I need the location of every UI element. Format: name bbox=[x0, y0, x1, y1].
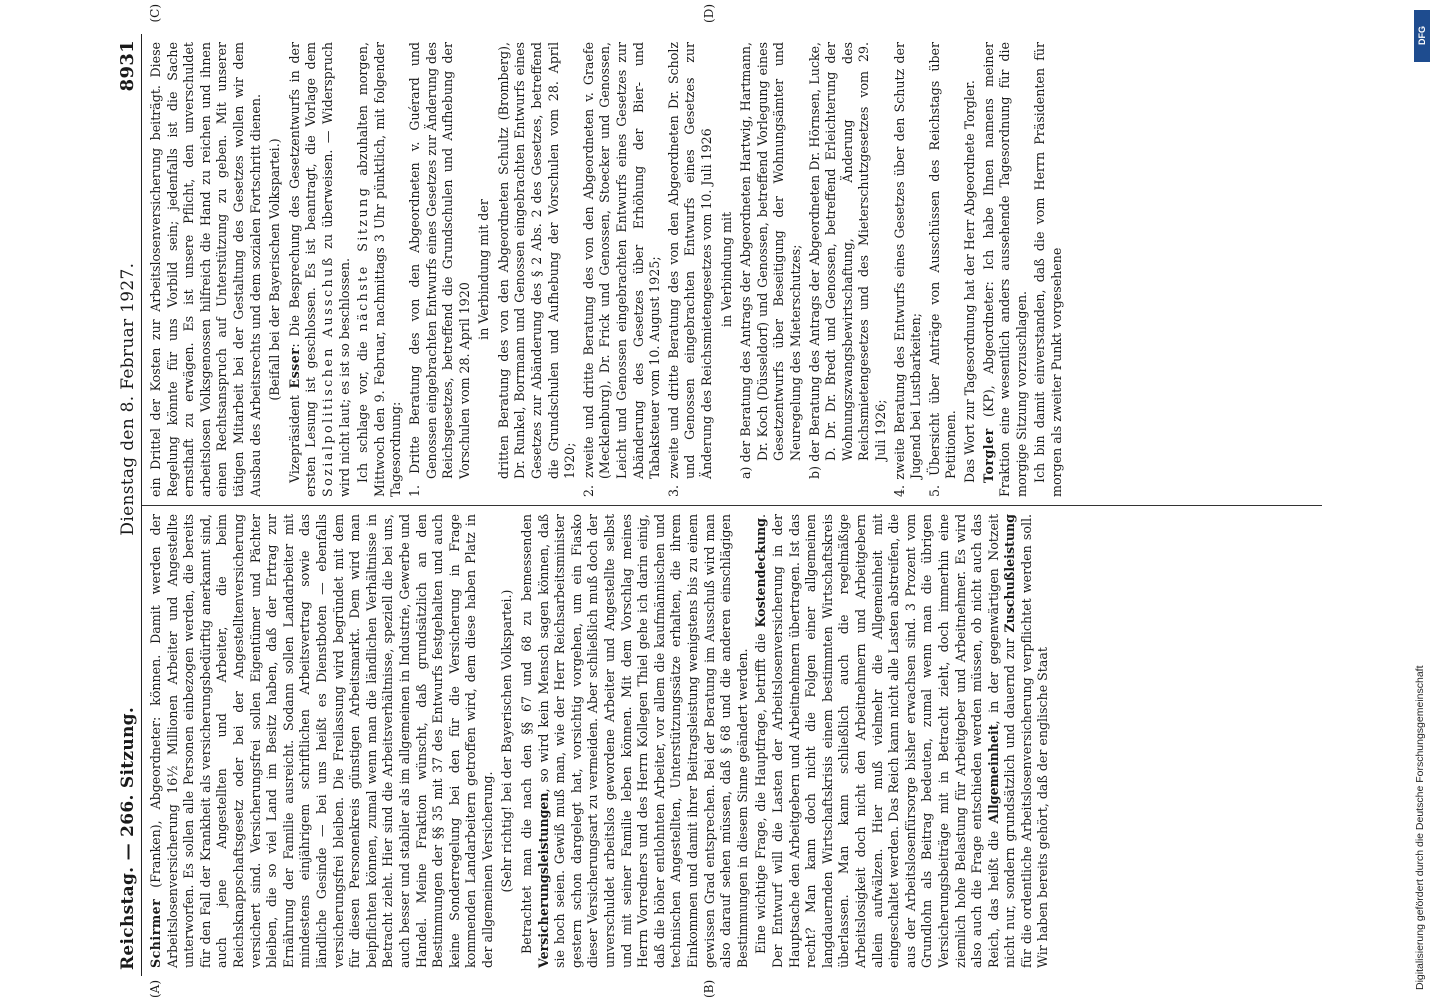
paragraph-text: Betrachtet man die nach den §§ 67 und 68 zu bemessenden bbox=[519, 513, 535, 954]
document-page bbox=[100, 0, 1340, 1000]
paragraph-text: , so wird kein Mensch sagen können, daß sie hoch seien. Gewiß muß man, wie der Herr Reichsarbeitsminister gestern schon dargelegt hat, vorsichtig vorgehen, um ein Fiasko dieser Versicherungsart zu vermeiden. Aber schließlich muß doch der unverschuldet arbeitslos gewordene Arbeiter und Angestellte selbst und mit seiner Familie leben können. Mit dem Vorschlag meines Herrn Vorredners und des Herrn Kollegen Thiel gehe ich darin einig, daß die höher entlohnten Arbeiter, vor allem die kaufmännischen und technischen Angestellten, Unterstützungssätze erhalten, die ihrem Einkommen und damit ihrer Beitragsleistung wenigstens bis zu einem gewissen Grad entsprechen. Bei der Beratung im Ausschuß wird man also darauf sehen müssen, daß § 68 und die anderen einschlägigen Bestimmungen in diesem Sinne geändert werden. bbox=[535, 513, 750, 968]
page-header bbox=[110, 34, 142, 976]
paragraph-text: , in der gegenwärtigen Notzeit nicht nur, sondern grundsätzlich und dauernd zur bbox=[985, 513, 1018, 968]
margin-marker-b: (B) bbox=[702, 979, 716, 998]
emphasis: Versicherungsleistungen bbox=[535, 792, 551, 968]
paragraph-text: können. Damit werden der Arbeitslosenversicherung 16½ Millionen Arbeiter und Angestellte unterworfen. Es sollen alle Personen einbezogen werden, die bereits für den Fall der Krankheit als versicherungsbedürftig anerkannt sind, auch jene Angestellten und Arbeiter, die beim Reichsknappschaftsgesetz oder bei der Angestelltenversicherung versichert sind. Versicherungsfrei sollen Eigentümer und Pächter bleiben, die so viel Land im Besitz haben, daß der Ertrag zur Ernährung der Familie ausreicht. Sodann sollen Landarbeiter mit mindestens einjährigem schriftlichen Arbeitsvertrag sowie das ländliche Gesinde — bei uns heißt es Dienstboten — ebenfalls versicherungsfrei bleiben. Die Freilassung wird begründet mit dem für diesen Personenkreis günstigen Arbeitsmarkt. Dem wird man beipflichten können, zumal wenn man die ländlichen Verhältnisse in Betracht zieht. Hier sind die Arbeitsverhältnisse, speziell die bei uns, auch besser und stabiler als im allgemeinen in Industrie, Gewerbe und Handel. Meine Fraktion wünscht, daß grundsätzlich an den Bestimmungen der §§ 35 mit 37 des Entwurfs festgehalten und auch keine Sonderregelung bei den für die Versicherung in Frage kommenden Landarbeitern getroffen wird, dem diese haben Platz in der allgemeinen Versicherung. bbox=[148, 513, 495, 968]
speaker-note: (Franken), Abgeordneter: bbox=[148, 716, 163, 888]
paragraph bbox=[753, 514, 1052, 968]
funding-credit bbox=[1414, 10, 1430, 990]
emphasis: Kostendeckung bbox=[753, 518, 769, 628]
agenda-conjunction: in Verbindung mit bbox=[718, 211, 734, 328]
emphasis: Allgemeinheit bbox=[985, 724, 1001, 824]
credit-text: Digitalisierung gefördert durch die Deutsche Forschungsgemeinschaft bbox=[1414, 665, 1426, 990]
paragraph-text: Eine wichtige Frage, die Hauptfrage, betrifft die bbox=[753, 633, 769, 954]
agenda-item: 2. zweite und dritte Beratung des von den Abgeordneten v. Graefe (Mecklenburg), Dr. Frick und Genossen, Stoecker und Genossen, Leicht und Genossen eingebrachten Entwurfs eines Gesetzes zur Abänderung des Gesetzes über Erhöhung der Bier- und Tabaksteuer vom 10. August 1925; bbox=[580, 42, 663, 497]
header-session: Reichstag. — 266. Sitzung. bbox=[118, 706, 138, 970]
paragraph bbox=[287, 42, 353, 497]
speaker-name: Schirmer bbox=[148, 898, 163, 968]
text-columns bbox=[142, 4, 1322, 998]
paragraph-text: für die ordentliche Arbeitslosenversicherung verpflichtet werden soll. Wir haben bereits gehört, daß der englische Staat bbox=[1018, 513, 1051, 968]
agenda-item-continuation: dritten Beratung des von den Abgeordneten Schultz (Bromberg), Dr. Runkel, Borrmann und Genossen eingebrachten Entwurfs eines Gesetzes zur Abänderung des § 2 Abs. 2 des Gesetzes, betreffend die Grundschulen und Aufhebung der Vorschulen vom 28. April 1920; bbox=[495, 42, 578, 479]
speaker-name: Torgler bbox=[980, 428, 996, 483]
paragraph-text: Das Wort zur Tagesordnung hat der Herr Abgeordnete Torgler. bbox=[961, 80, 977, 483]
paragraph bbox=[519, 514, 751, 968]
header-date: Dienstag den 8. Februar 1927. bbox=[118, 262, 138, 536]
emphasis: Zuschußleistung bbox=[1002, 514, 1018, 633]
speaker-role: Vizepräsident bbox=[286, 395, 302, 483]
margin-marker-a: (A) bbox=[148, 979, 162, 998]
spaced-emphasis: Sozialpolitischen Ausschuß bbox=[319, 255, 335, 497]
paragraph-text: : Die Besprechung des Gesetzentwurfs in der ersten Lesung ist geschlossen. Es ist beantragt, die Vorlage dem bbox=[286, 42, 319, 497]
agenda-item: 3. zweite und dritte Beratung des von den Abgeordneten Dr. Scholz und Genossen eingebrachten Entwurfs eines Gesetzes zur Änderung des Reichsmietengesetzes vom 10. Juli 1926 bbox=[665, 42, 714, 497]
paragraph-text: zu überweisen. — Widerspruch wird nicht laut; es ist so beschlossen. bbox=[319, 42, 352, 497]
paragraph-text: (KP), Abgeordneter: Ich habe Ihnen namens meiner Fraktion eine wesentlich anders aussehende Tagesordnung für die morgige Sitzung vorzuschlagen. bbox=[980, 42, 1029, 497]
agenda-item: 5. Übersicht über Anträge von Ausschüssen des Reichstags über Petitionen. bbox=[926, 42, 959, 497]
agenda-item: 4. zweite Beratung des Entwurfs eines Gesetzes über den Schutz der Jugend bei Lustbarkeiten; bbox=[891, 42, 924, 497]
margin-marker-c: (C) bbox=[148, 4, 162, 23]
paragraph bbox=[981, 42, 1031, 497]
paragraph-text: ein Drittel der Kosten zur Arbeitslosenversicherung beiträgt. Diese Regelung könnte für uns Vorbild sein; jedenfalls ist die Sache ernsthaft zu erwägen. Es ist unsere Pflicht, den unverschuldet arbeitslosen Volksgenossen hilfreich die Hand zu reichen und ihnen einen Rechtsanspruch auf Unterstützung zu geben. Mit unserer tätigen Mitarbeit bei der Gestaltung des Gesetzes wollen wir dem Ausbau des Arbeitsrechts und dem sozialen Fortschritt dienen. bbox=[148, 42, 263, 497]
paragraph bbox=[355, 42, 405, 497]
dfg-logo: DFG bbox=[1414, 10, 1430, 62]
agenda-subitem: a) der Beratung des Antrags der Abgeordneten Hartwig, Hartmann, Dr. Koch (Düsseldorf) und Genossen, betreffend Vorlegung eines Gesetzentwurfs über Beseitigung der Wohnungsämter und Neuregelung des Mieterschutzes; bbox=[738, 42, 803, 479]
margin-marker-d: (D) bbox=[702, 4, 716, 23]
paragraph bbox=[148, 514, 496, 968]
paragraph-text: Ich schlage vor, die bbox=[355, 341, 371, 483]
speaker-name: Esser bbox=[286, 347, 302, 389]
paragraph-text: . Der Entwurf will die Lasten der Arbeitslosenversicherung in der Hauptsache den Arbeitgebern und Arbeitnehmern übertragen. Ist das recht? Man kann doch nicht die Folgen einer allgemeinen langdauernden Wirtschaftskrisis einem bestimmten Wirtschaftskreis überlassen. Man kann schließlich auch die regelmäßige Arbeitslosigkeit doch nicht den Arbeitnehmern und Arbeitgebern allein aufwälzen. Hier muß vielmehr die Allgemeinheit mit eingeschaltet werden. Das Reich kann nicht alle Lasten abstreifen, die aus der Arbeitslosenfürsorge bisher erwachsen sind. 3 Prozent vom Grundlohn als Beitrag bedeuten, zumal wenn man die übrigen Versicherungsbeiträge mit in Betracht zieht, doch immerhin eine ziemlich hohe Belastung für Arbeitgeber und Arbeitnehmer. Es wird also auch die Frage entschieden werden müssen, ob nicht auch das Reich, das heißt die bbox=[753, 513, 1001, 968]
interjection: (Sehr richtig! bei der Bayerischen Volkspartei.) bbox=[499, 589, 515, 893]
page-number: 8931 bbox=[117, 40, 138, 92]
right-column bbox=[142, 34, 1322, 505]
spaced-emphasis: nächste Sitzung bbox=[355, 185, 371, 332]
agenda-conjunction: in Verbindung mit der bbox=[476, 199, 492, 340]
paragraph-text: abzuhalten morgen, Mittwoch den 9. Februar, nachmittags 3 Uhr pünktlich, mit folgender Tagesordnung: bbox=[355, 42, 404, 497]
agenda-item: 1. Dritte Beratung des von den Abgeordneten v. Guérard und Genossen eingebrachten Entwurfs eines Gesetzes zur Änderung des Reichsgesetzes, betreffend die Grundschulen und Aufhebung der Vorschulen vom 28. April 1920 bbox=[406, 42, 472, 497]
left-column bbox=[142, 505, 1322, 976]
paragraph-text: Ich bin damit einverstanden, daß die vom Herrn Präsidenten für morgen als zweiter Punkt vorgesehene bbox=[1032, 42, 1064, 497]
interjection: (Beifall bei der Bayerischen Volkspartei.) bbox=[267, 138, 283, 401]
agenda-subitem: b) der Beratung des Antrags der Abgeordneten Dr. Hörnsen, Lucke, D. Dr. Dr. Bredt und Genossen, betreffend Erleichterung der Wohnungszwangsbewirtschaftung, Änderung des Reichsmietengesetzes und des Mieterschutzgesetzes vom 29. Juli 1926; bbox=[806, 42, 888, 479]
